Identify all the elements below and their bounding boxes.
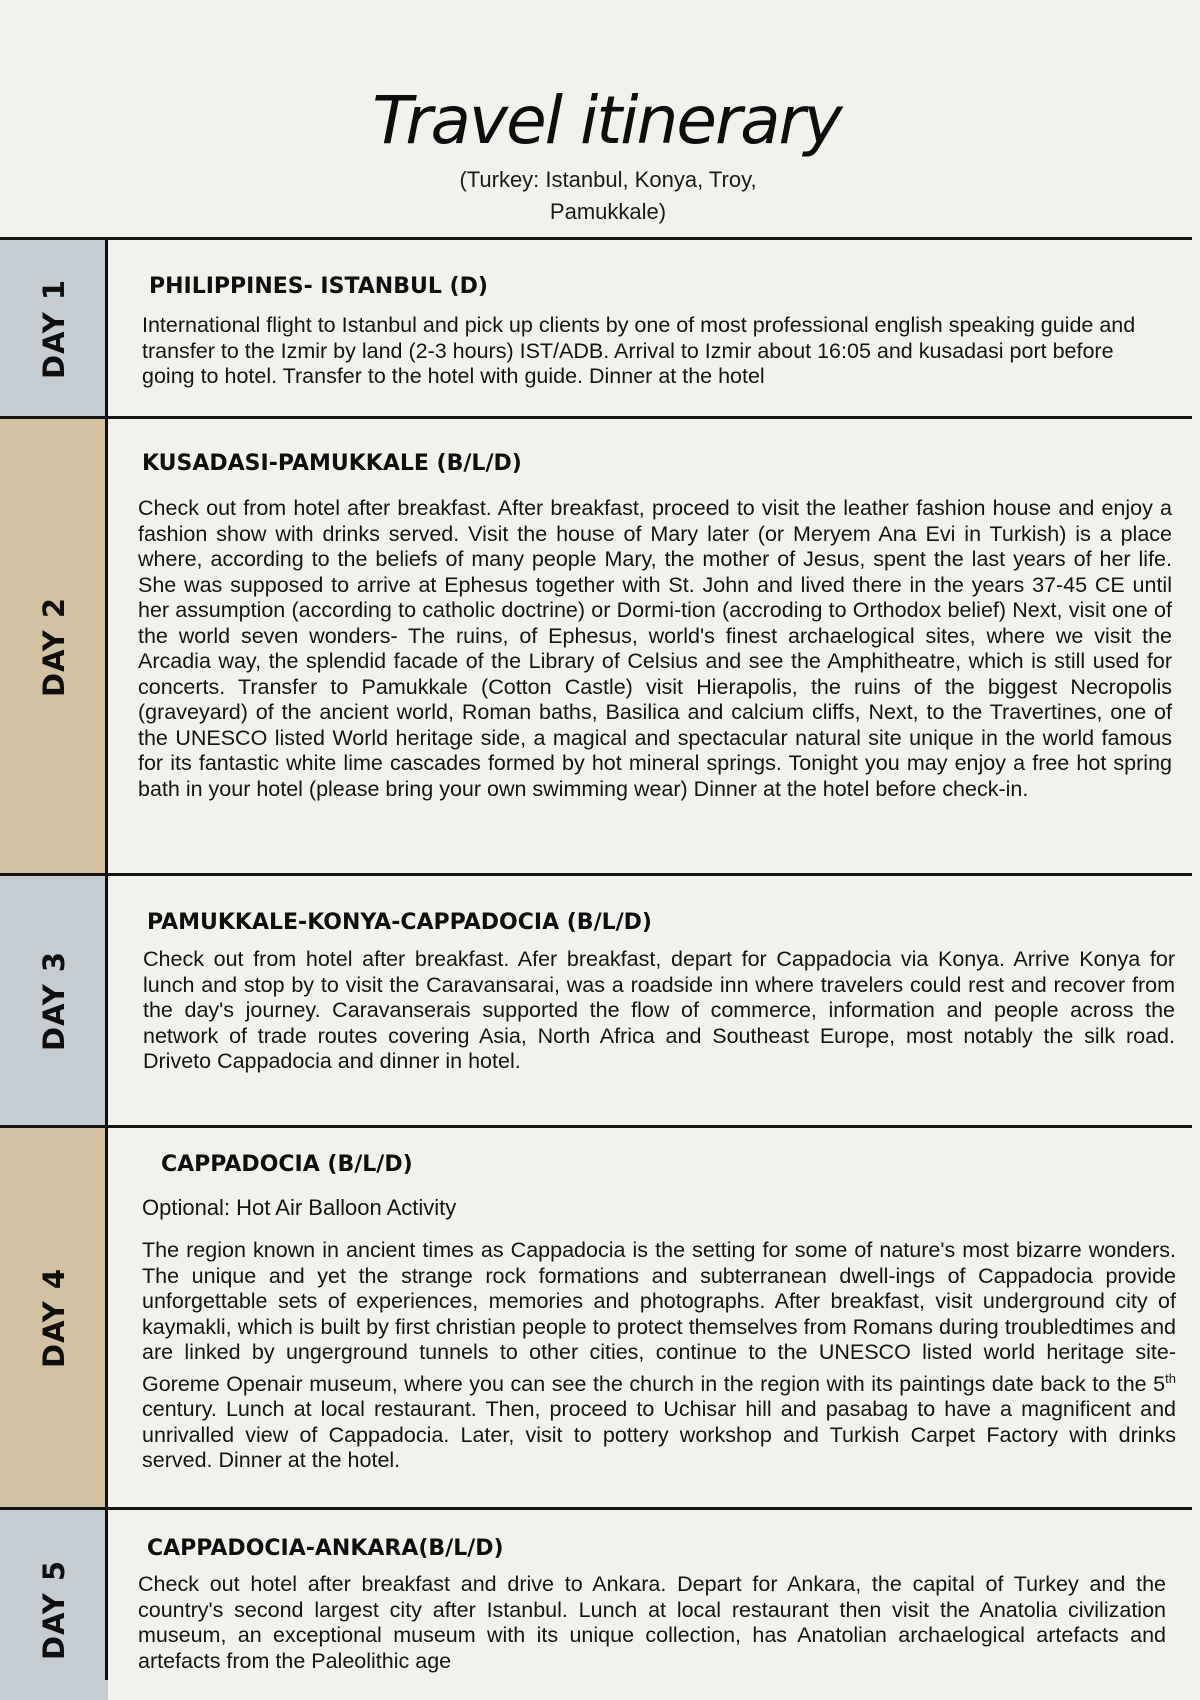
day-5-description: Check out hotel after breakfast and drive to Ankara. Depart for Ankara, the capital of Turkey and the country's second largest city after Istanbul. Lunch at local restaurant then visit the Anatolia civilization museum, an exceptional museum with its unique collection, has Anatolian archaelogical artefacts and artefacts from the Paleolithic age [138,1572,1166,1673]
day-4-description-part-1: The region known in ancient times as Cappadocia is the setting for some of nature's most bizarre wonders. The unique and yet the strange rock formations and subterranean dwell-ings of Cappadocia provide unforgettable sets of experiences, memories and photographs. After breakfast, visit underground city of kaymakli, which is built by first christian people to protect themselves from Romans during troubledtimes and are linked by ungerground tunnels to other cities, continue to the UNESCO listed world heritage site- Goreme Openair museum, where you can see the church in the region with its paintings date back to the 5 [142,1238,1176,1396]
day-2-section [0,419,1200,874]
day-4-title: CAPPADOCIA (B/L/D) [161,1152,413,1177]
day-4-tab [0,1128,108,1508]
day-5-label: DAY 5 [37,1559,71,1661]
day-5-tab [0,1510,108,1700]
day-5-title: CAPPADOCIA-ANKARA(B/L/D) [147,1536,504,1561]
document-subtitle: (Turkey: Istanbul, Konya, Troy, Pamukkale) [459,167,757,224]
day-3-title: PAMUKKALE-KONYA-CAPPADOCIA (B/L/D) [147,910,652,935]
day-3-tab [0,876,108,1126]
day-2-title: KUSADASI-PAMUKKALE (B/L/D) [142,451,522,476]
day-1-section [0,240,1200,418]
tab-stripe [105,1510,108,1680]
tab-stripe [105,1128,108,1508]
document-title: Travel itinerary [372,82,841,159]
day-2-description: Check out from hotel after breakfast. After breakfast, proceed to visit the leather fashion house and enjoy a fashion show with drinks served. Visit the house of Mary later (or Meryem Ana Evi in Turkish) is a place where, according to the beliefs of many people Mary, the mother of Jesus, spent the last years of her life. She was supposed to arrive at Ephesus together with St. John and lived there in the years 37-45 CE until her assumption (according to catholic doctrine) or Dormi-tion (accroding to Orthodox belief) Next, visit one of the world seven wonders- The ruins, of Ephesus, world's finest archaelogical sites, where we visit the Arcadia way, the splendid facade of the Library of Celsius and see the Amphitheatre, which is still used for concerts. Transfer to Pamukkale (Cotton Castle) visit Hierapolis, the ruins of the biggest Necropolis (graveyard) of the ancient world, Roman baths, Basilica and calcium cliffs, Next, to the Travertines, one of the UNESCO listed World heritage side, a magical and spectacular natural site unique in the world famous for its fantastic white lime cascades formed by hot mineral springs. Tonight you may enjoy a free hot spring bath in your hotel (please bring your own swimming wear) Dinner at the hotel before check-in. [138,496,1172,801]
day-1-description: International flight to Istanbul and pick up clients by one of most professional english speaking guide and transfer to the Izmir by land (2-3 hours) IST/ADB. Arrival to Izmir about 16:05 and kusadasi port before going to hotel. Transfer to the hotel with guide. Dinner at the hotel [142,313,1136,388]
day-4-ordinal-suffix: th [1165,1370,1176,1386]
tab-stripe [105,240,108,418]
day-1-tab [0,240,108,418]
itinerary-header [0,0,1200,238]
day-4-label: DAY 4 [37,1267,71,1369]
tab-stripe [105,419,108,874]
day-1-label: DAY 1 [37,278,71,380]
day-2-tab [0,419,108,874]
day-3-section [0,876,1200,1126]
day-5-section [0,1510,1200,1700]
day-4-optional-activity: Optional: Hot Air Balloon Activity [142,1195,457,1220]
day-3-description: Check out from hotel after breakfast. Afer breakfast, depart for Cappadocia via Konya. Arrive Konya for lunch and stop by to visit the Caravansarai, was a roadside inn where travelers could rest and recover from the day's journey. Caravanserais supported the flow of commerce, information and people across the network of trade routes covering Asia, North Africa and Southeast Europe, most notably the silk road. Driveto Cappadocia and dinner in hotel. [143,947,1175,1073]
day-1-title: PHILIPPINES- ISTANBUL (D) [149,274,488,299]
day-3-label: DAY 3 [37,950,71,1052]
day-4-description [142,1238,1176,1474]
tab-stripe [105,876,108,1126]
day-4-description-part-2: century. Lunch at local restaurant. Then, proceed to Uchisar hill and pasabag to have a magnificent and unrivalled view of Cappadocia. Later, visit to pottery workshop and Turkish Carpet Factory with drinks served. Dinner at the hotel. [142,1397,1176,1473]
day-4-section [0,1128,1200,1508]
day-2-label: DAY 2 [37,596,71,697]
